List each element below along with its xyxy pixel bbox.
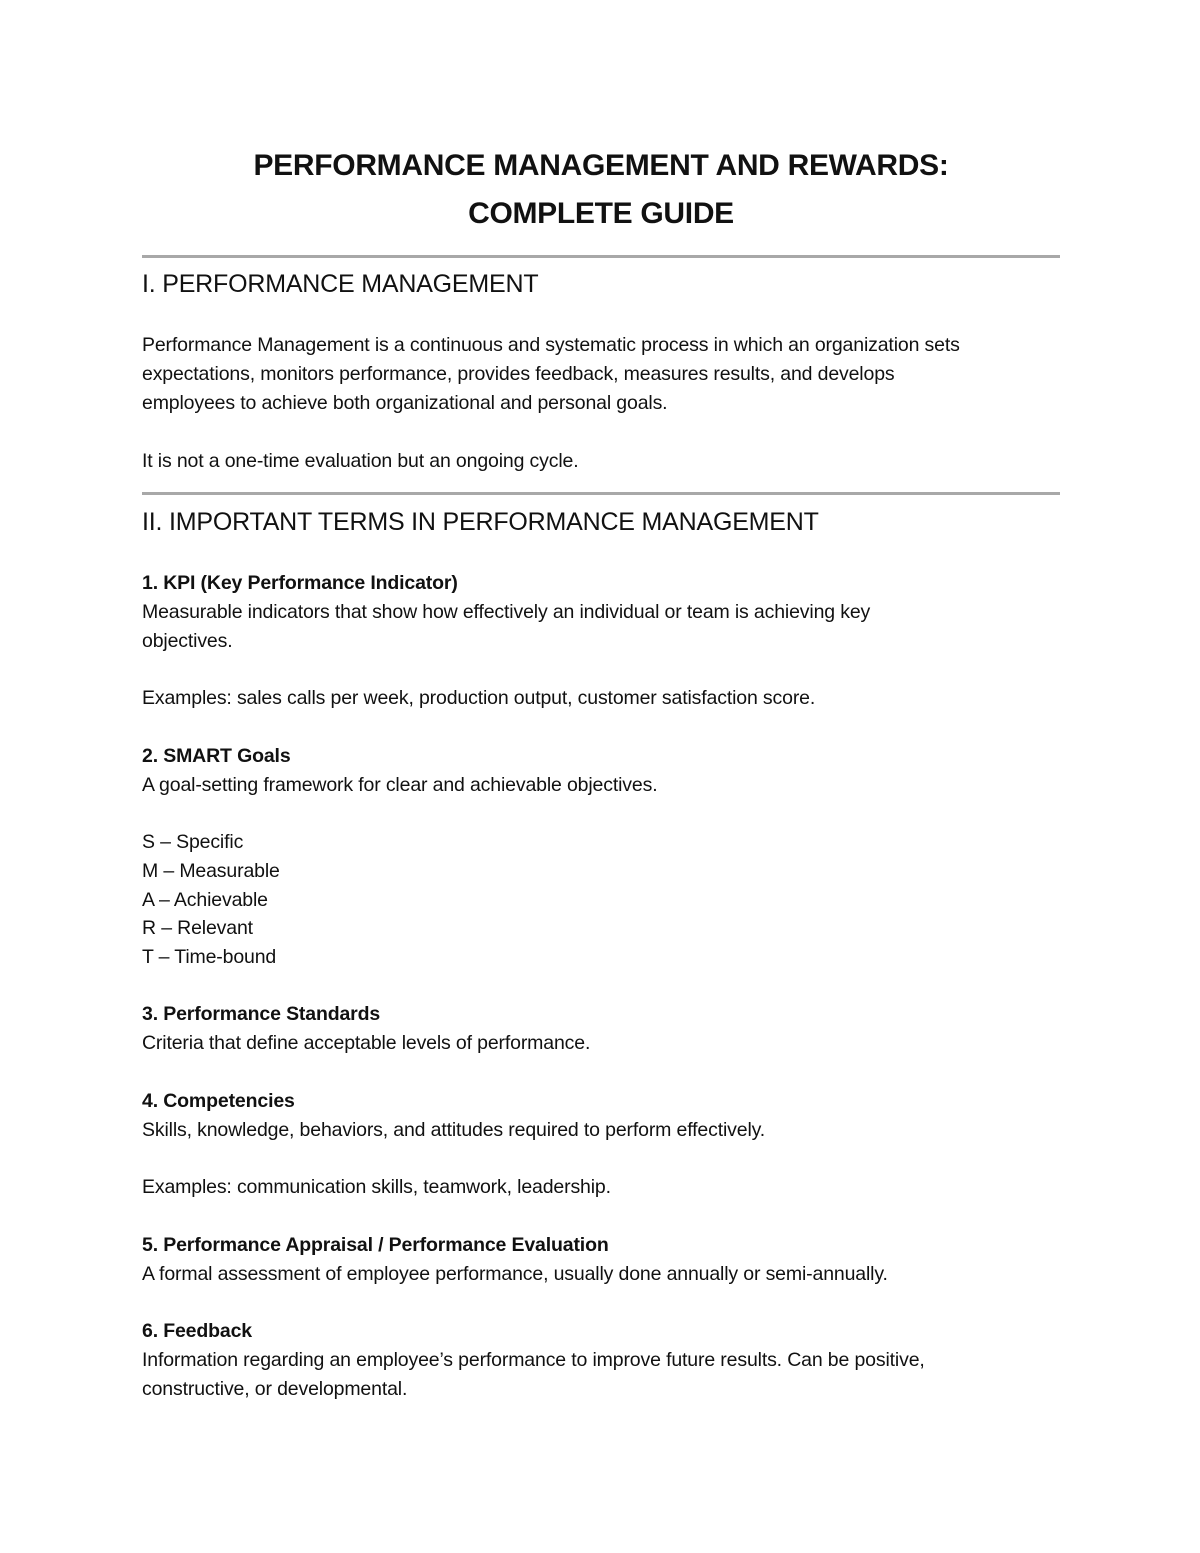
term-description-line: Information regarding an employee’s performance to improve future results. Can be positive, xyxy=(142,1349,925,1371)
smart-list-item: M – Measurable xyxy=(142,860,280,882)
section-2-heading: II. IMPORTANT TERMS IN PERFORMANCE MANAGEMENT xyxy=(142,508,819,536)
section-1-note: It is not a one-time evaluation but an ongoing cycle. xyxy=(142,450,579,472)
term-title-performance-appraisal: 5. Performance Appraisal / Performance Evaluation xyxy=(142,1234,609,1256)
term-description-line: objectives. xyxy=(142,630,233,652)
term-example: Examples: sales calls per week, production output, customer satisfaction score. xyxy=(142,687,816,709)
smart-list-item: S – Specific xyxy=(142,831,244,853)
term-title-feedback: 6. Feedback xyxy=(142,1320,252,1342)
term-description-line: Skills, knowledge, behaviors, and attitudes required to perform effectively. xyxy=(142,1119,766,1141)
term-example: Examples: communication skills, teamwork, leadership. xyxy=(142,1176,611,1198)
document-title-line-2: COMPLETE GUIDE xyxy=(468,197,734,230)
smart-list-item: R – Relevant xyxy=(142,917,253,939)
section-divider xyxy=(142,492,1060,495)
term-title-smart-goals: 2. SMART Goals xyxy=(142,745,291,767)
term-title-kpi: 1. KPI (Key Performance Indicator) xyxy=(142,572,458,594)
term-description-line: A formal assessment of employee performance, usually done annually or semi-annually. xyxy=(142,1263,888,1285)
section-1-paragraph-line: Performance Management is a continuous and systematic process in which an organization sets xyxy=(142,334,960,356)
section-1-paragraph-line: employees to achieve both organizational and personal goals. xyxy=(142,392,668,414)
section-1-heading: I. PERFORMANCE MANAGEMENT xyxy=(142,270,539,298)
smart-list-item: A – Achievable xyxy=(142,889,268,911)
term-description-line: A goal-setting framework for clear and achievable objectives. xyxy=(142,774,658,796)
term-description-line: Measurable indicators that show how effectively an individual or team is achieving key xyxy=(142,601,871,623)
term-title-performance-standards: 3. Performance Standards xyxy=(142,1003,381,1025)
document-title-line-1: PERFORMANCE MANAGEMENT AND REWARDS: xyxy=(253,149,949,182)
smart-list-item: T – Time-bound xyxy=(142,946,277,968)
section-divider xyxy=(142,255,1060,258)
section-1-paragraph-line: expectations, monitors performance, provides feedback, measures results, and develops xyxy=(142,363,895,385)
term-description-line: Criteria that define acceptable levels of performance. xyxy=(142,1032,591,1054)
term-description-line: constructive, or developmental. xyxy=(142,1378,408,1400)
term-title-competencies: 4. Competencies xyxy=(142,1090,295,1112)
